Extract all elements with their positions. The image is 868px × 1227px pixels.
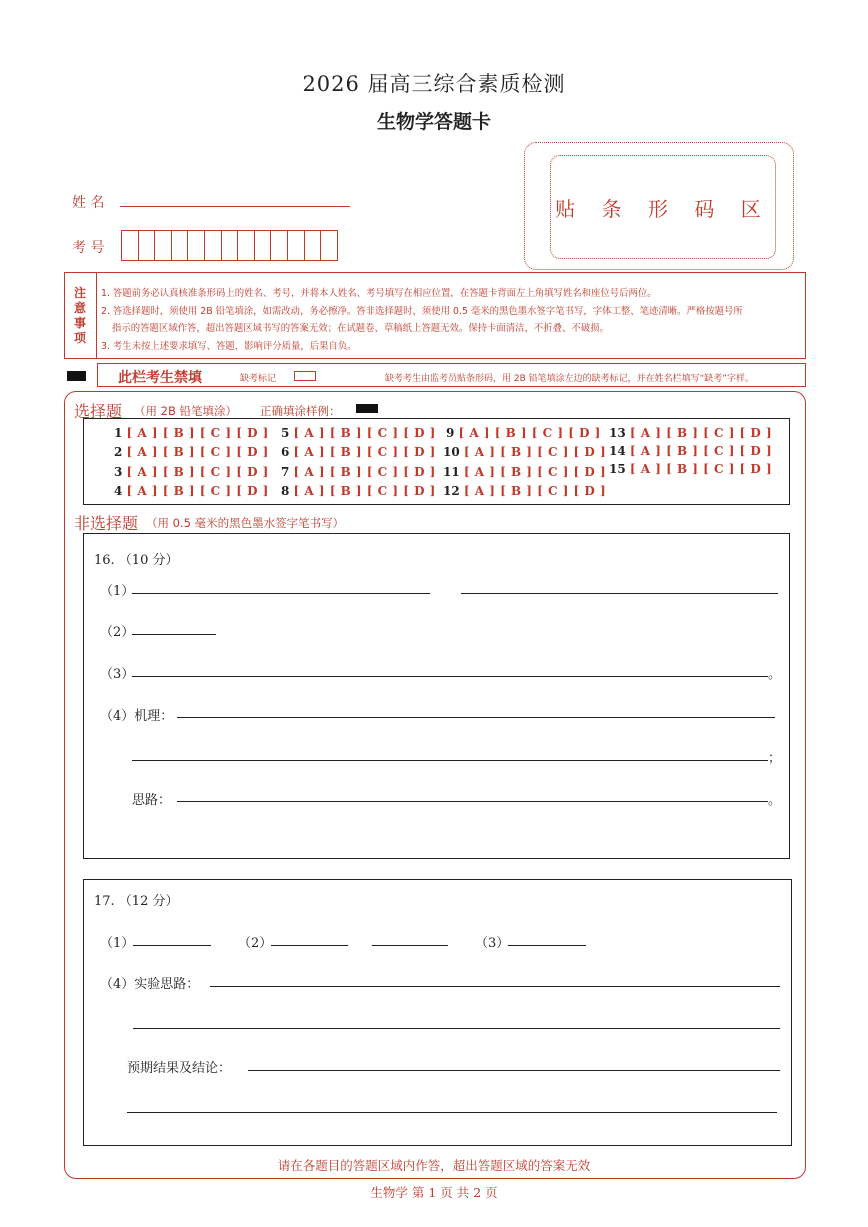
q16-part3-period: 。	[768, 667, 782, 682]
id-digit-box[interactable]	[287, 230, 305, 261]
choice-row[interactable]: 3 [ A ] [ B ] [ C ] [ D ]	[114, 465, 269, 479]
choice-section-note: （用 2B 铅笔填涂）	[134, 404, 238, 418]
choice-row[interactable]: 5 [ A ] [ B ] [ C ] [ D ]	[281, 426, 436, 440]
choice-row[interactable]: 15 [ A ] [ B ] [ C ] [ D ]	[609, 462, 773, 476]
q16-mechanism-line-2[interactable]	[132, 760, 768, 761]
notice-line-4: 3. 考生未按上述要求填写、答题，影响评分质量，后果自负。	[101, 341, 357, 352]
choice-row[interactable]: 13 [ A ] [ B ] [ C ] [ D ]	[609, 426, 773, 440]
notice-line-2: 2. 答选择题时，须使用 2B 铅笔填涂，如需改动，务必擦净。答非选择题时，须使用 0.5 毫米的黑色墨水签字笔书写，字体工整、笔迹清晰。严格按题号所	[101, 306, 743, 317]
q16-part3-label: （3）	[100, 667, 135, 682]
id-digit-box[interactable]	[270, 230, 288, 261]
id-digit-box[interactable]	[221, 230, 239, 261]
id-label: 考 号	[72, 240, 105, 256]
q16-thinking-period: 。	[768, 793, 782, 808]
choice-row[interactable]: 2 [ A ] [ B ] [ C ] [ D ]	[114, 445, 269, 459]
choice-row[interactable]: 8 [ A ] [ B ] [ C ] [ D ]	[281, 484, 436, 498]
q16-thinking-line[interactable]	[177, 801, 768, 802]
choice-row[interactable]: 10 [ A ] [ B ] [ C ] [ D ]	[443, 445, 607, 459]
absent-note: 缺考考生由监考员贴条形码，用 2B 铅笔填涂左边的缺考标记，并在姓名栏填写“缺考”字样。	[385, 374, 754, 384]
q16-semicolon: ；	[768, 751, 782, 766]
choice-row[interactable]: 4 [ A ] [ B ] [ C ] [ D ]	[114, 484, 269, 498]
exam-title: 2026 届高三综合素质检测	[302, 72, 566, 96]
q17-part3-line[interactable]	[508, 945, 586, 946]
id-digit-box[interactable]	[204, 230, 222, 261]
q17-design-line-2[interactable]	[133, 1028, 780, 1029]
q16-part2-label: （2）	[100, 625, 135, 640]
q17-expected-line-1[interactable]	[248, 1070, 780, 1071]
notice-line-1: 1. 答题前务必认真核准条形码上的姓名、考号，并将本人姓名、考号填写在相应位置，在答题卡背面左上角填写姓名和座位号后两位。	[101, 288, 657, 299]
absent-fill-marker	[67, 371, 86, 381]
choice-row[interactable]: 14 [ A ] [ B ] [ C ] [ D ]	[609, 444, 773, 458]
choice-row[interactable]: 11 [ A ] [ B ] [ C ] [ D ]	[443, 465, 607, 479]
q16-mechanism-line-1[interactable]	[177, 717, 775, 718]
id-digit-box[interactable]	[171, 230, 189, 261]
q17-part2-label: （2）	[238, 936, 273, 951]
q17-part1-line[interactable]	[133, 945, 211, 946]
q16-header: 16. （10 分）	[94, 553, 179, 568]
q17-expected-label: 预期结果及结论：	[127, 1061, 232, 1076]
choice-row[interactable]: 1 [ A ] [ B ] [ C ] [ D ]	[114, 426, 269, 440]
name-field[interactable]	[120, 206, 350, 207]
id-digit-box[interactable]	[121, 230, 139, 261]
id-number-boxes[interactable]	[122, 230, 338, 261]
q16-part1-line-b[interactable]	[461, 593, 778, 594]
q17-part3-label: （3）	[475, 936, 510, 951]
id-digit-box[interactable]	[320, 230, 338, 261]
q17-part4-label: （4）实验思路：	[100, 977, 200, 992]
name-label: 姓 名	[72, 195, 105, 211]
nonchoice-section-note: （用 0.5 毫米的黑色墨水签字笔书写）	[146, 516, 345, 530]
choice-row[interactable]: 7 [ A ] [ B ] [ C ] [ D ]	[281, 465, 436, 479]
q17-answer-box	[83, 879, 792, 1146]
choice-row[interactable]: 6 [ A ] [ B ] [ C ] [ D ]	[281, 445, 436, 459]
absent-mark-box[interactable]	[294, 371, 316, 381]
notice-heading: 注 意 事 项	[64, 272, 97, 359]
q17-part2-line-b[interactable]	[372, 945, 448, 946]
id-digit-box[interactable]	[154, 230, 172, 261]
answer-sheet-subtitle: 生物学答题卡	[376, 111, 491, 133]
answer-area-warning: 请在各题目的答题区域内作答，超出答题区域的答案无效	[277, 1158, 591, 1173]
id-digit-box[interactable]	[237, 230, 255, 261]
q17-expected-line-2[interactable]	[127, 1112, 777, 1113]
nonchoice-section-title: 非选择题	[74, 514, 139, 533]
page-footer: 生物学 第 1 页 共 2 页	[370, 1185, 498, 1200]
q16-part2-line[interactable]	[132, 634, 216, 635]
q17-part2-line-a[interactable]	[271, 945, 348, 946]
fill-sample-mark	[356, 404, 378, 413]
barcode-area: 贴 条 形 码 区	[550, 155, 776, 259]
staff-only-title: 此栏考生禁填	[118, 370, 202, 386]
choice-row[interactable]: 12 [ A ] [ B ] [ C ] [ D ]	[443, 484, 607, 498]
absent-mark-label: 缺考标记	[240, 374, 277, 384]
choice-row[interactable]: 9 [ A ] [ B ] [ C ] [ D ]	[446, 426, 601, 440]
fill-sample-label: 正确填涂样例：	[260, 404, 341, 418]
q16-answer-box	[83, 533, 790, 859]
id-digit-box[interactable]	[187, 230, 205, 261]
q16-part1-line-a[interactable]	[132, 593, 430, 594]
id-digit-box[interactable]	[138, 230, 156, 261]
q17-part1-label: （1）	[100, 936, 135, 951]
q16-part4-label: （4）机理：	[100, 709, 174, 724]
choice-section-title: 选择题	[74, 402, 123, 421]
q16-part1-label: （1）	[100, 584, 135, 599]
q16-part3-line[interactable]	[132, 676, 768, 677]
id-digit-box[interactable]	[254, 230, 272, 261]
q17-design-line-1[interactable]	[210, 986, 780, 987]
q16-thinking-label: 思路：	[132, 793, 172, 808]
q17-header: 17. （12 分）	[94, 894, 179, 909]
id-digit-box[interactable]	[304, 230, 322, 261]
notice-line-3: 指示的答题区域作答，超出答题区域书写的答案无效；在试题卷、草稿纸上答题无效。保持卡面清洁，不折叠、不破损。	[112, 323, 609, 334]
